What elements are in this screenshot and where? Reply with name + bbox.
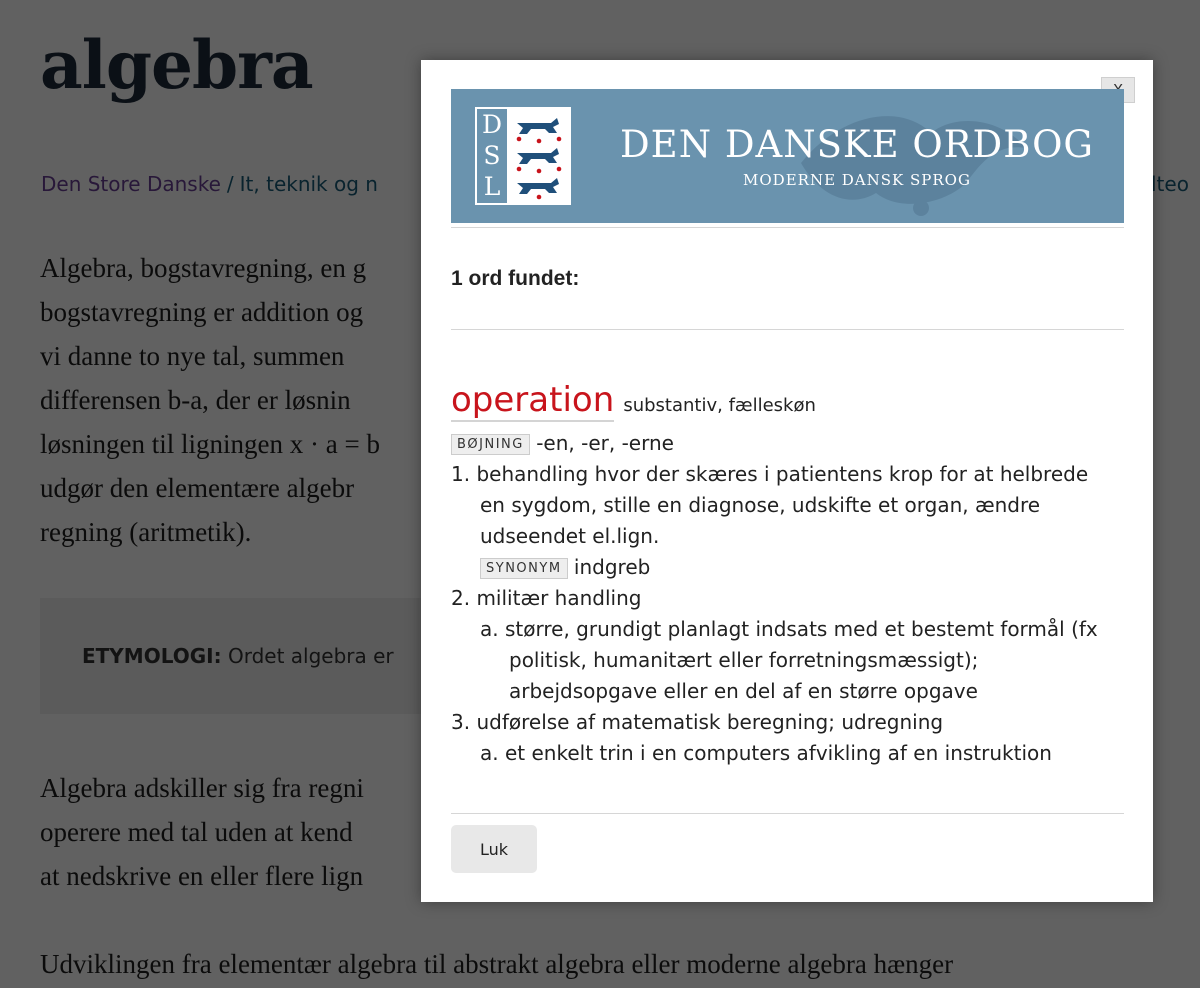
sense-3	[451, 707, 1141, 738]
sense-line: et enkelt trin i en computers afvikling af en instruktion	[504, 741, 1052, 765]
dictionary-modal	[421, 60, 1153, 902]
sense-line: arbejdsopgave eller en del af en større opgave	[509, 679, 978, 703]
banner-title: DEN DANSKE ORDBOG	[620, 123, 1094, 166]
divider	[451, 329, 1124, 330]
sense-line-row	[451, 490, 1141, 521]
sense-1	[451, 459, 1141, 490]
inflection-row	[451, 428, 1141, 459]
subsense-letter: a.	[480, 617, 499, 641]
close-modal-button[interactable]: Luk	[451, 825, 537, 873]
sense-number: 2.	[451, 586, 471, 610]
logo-letter: L	[483, 172, 501, 201]
sense-line: politisk, humanitært eller forretningsmæssigt);	[509, 648, 979, 672]
headword: operation	[451, 380, 615, 420]
logo-letter: D	[481, 110, 503, 139]
sense-number: 3.	[451, 710, 471, 734]
sense-line-row	[451, 645, 1141, 676]
sense-line: udseendet el.lign.	[480, 524, 660, 548]
entry-heading	[451, 378, 1141, 428]
part-of-speech: substantiv, fælleskøn	[623, 395, 816, 416]
synonym-row	[451, 552, 1141, 583]
lions-shield-icon	[509, 109, 569, 203]
subsense-2a	[451, 614, 1141, 645]
sense-2	[451, 583, 1141, 614]
dictionary-entry	[451, 378, 1141, 769]
inflection-tag: BØJNING	[451, 434, 530, 455]
divider	[451, 227, 1124, 228]
dsl-letters	[477, 109, 509, 203]
divider	[451, 813, 1124, 814]
sense-line: større, grundigt planlagt indsats med et bestemt formål (fx	[504, 617, 1098, 641]
ordbog-banner	[451, 89, 1124, 223]
inflection-forms: -en, -er, -erne	[536, 431, 674, 455]
sense-line-row	[451, 521, 1141, 552]
sense-line-row	[451, 676, 1141, 707]
subsense-letter: a.	[480, 741, 499, 765]
sense-line: behandling hvor der skæres i patientens krop for at helbrede	[476, 462, 1089, 486]
subsense-3a	[451, 738, 1141, 769]
banner-subtitle: MODERNE DANSK SPROG	[743, 171, 971, 189]
synonym-tag: SYNONYM	[480, 558, 568, 579]
sense-line: udførelse af matematisk beregning; udregning	[476, 710, 944, 734]
logo-letter: S	[483, 141, 501, 170]
sense-line: militær handling	[476, 586, 642, 610]
dsl-logo	[475, 107, 571, 205]
results-count: 1 ord fundet:	[451, 267, 580, 290]
sense-number: 1.	[451, 462, 471, 486]
sense-line: en sygdom, stille en diagnose, udskifte et organ, ændre	[480, 493, 1041, 517]
synonym-link[interactable]: indgreb	[573, 555, 651, 579]
